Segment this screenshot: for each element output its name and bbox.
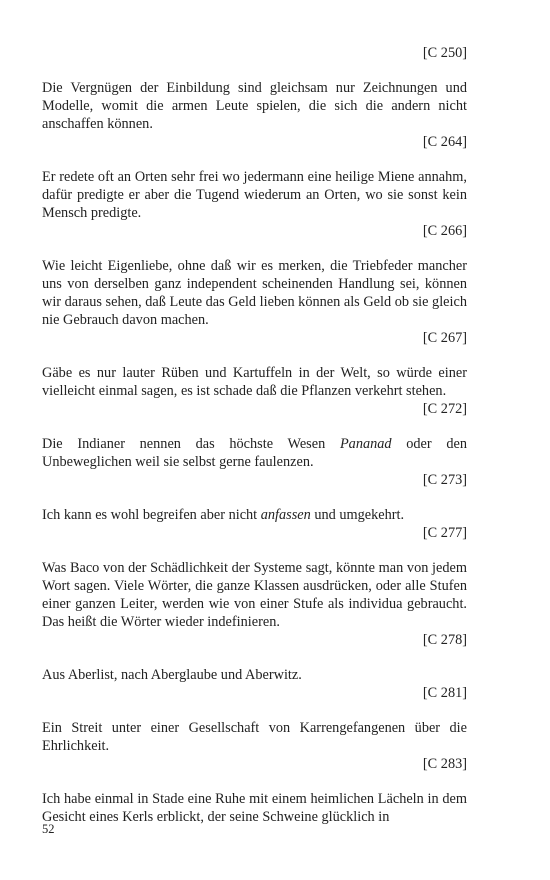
- aphorism-c277-emphasis: anfassen: [260, 507, 311, 523]
- aphorism-c273-text-a: Die Indianer nennen das höchste Wesen: [42, 436, 340, 452]
- aphorism-c264: Die Vergnügen der Einbildung sind gleichsam nur Zeichnungen und Modelle, womit die armen Leute spielen, die sich die andern nicht anschaffen können.: [42, 80, 467, 132]
- reference-c272: [C 272]: [422, 401, 467, 417]
- aphorism-continued: Ich habe einmal in Stade eine Ruhe mit einem heimlichen Lächeln in dem Gesicht eines Kerls erblickt, der seine Schweine glücklich in: [42, 791, 467, 825]
- aphorism-c283: Ein Streit unter einer Gesellschaft von Karrengefangenen über die Ehrlichkeit.: [42, 720, 467, 754]
- aphorism-c266: Er redete oft an Orten sehr frei wo jedermann eine heilige Miene annahm, dafür predigte er aber die Tugend wiederum an Orten, wo sie sonst kein Mensch predigte.: [42, 169, 467, 221]
- reference-c266: [C 266]: [422, 223, 467, 239]
- aphorism-c277-text-a: Ich kann es wohl begreifen aber nicht: [42, 507, 261, 523]
- aphorism-c281: Aus Aberlist, nach Aberglaube und Aberwitz.: [42, 667, 302, 683]
- aphorism-c278: Was Baco von der Schädlichkeit der Systeme sagt, könnte man von jedem Wort sagen. Viele Wörter, die ganze Klassen ausdrücken, oder alle Stufen einer ganzen Leiter, werden wie von einer Stufe als individua gebraucht. Das heißt die Wörter wieder indefinieren.: [42, 560, 467, 630]
- aphorism-c272: Gäbe es nur lauter Rüben und Kartuffeln in der Welt, so würde einer vielleicht einmal sagen, es ist schade daß die Pflanzen verkehrt stehen.: [42, 365, 467, 399]
- reference-c250: [C 250]: [422, 45, 467, 61]
- reference-c281: [C 281]: [422, 685, 467, 701]
- reference-c267: [C 267]: [422, 330, 467, 346]
- aphorism-c273-emphasis: Pananad: [339, 436, 392, 452]
- aphorism-c273: [42, 435, 467, 471]
- reference-c277: [C 277]: [422, 525, 467, 541]
- aphorism-c277-text-b: und umgekehrt.: [310, 507, 405, 523]
- reference-c278: [C 278]: [422, 632, 467, 648]
- page-number: 52: [42, 822, 55, 836]
- aphorism-c277: [42, 506, 467, 524]
- page-body: [42, 44, 467, 826]
- reference-c283: [C 283]: [422, 756, 467, 772]
- aphorism-c267: Wie leicht Eigenliebe, ohne daß wir es merken, die Triebfeder mancher uns von derselben ganz independent scheinenden Handlung sei, können wir daraus sehen, daß Leute das Geld lieben können als Geld ob sie gleich nie Gebrauch davon machen.: [42, 258, 467, 328]
- reference-c264: [C 264]: [422, 134, 467, 150]
- reference-c273: [C 273]: [422, 472, 467, 488]
- aphorism-c273-text-b: oder den Unbeweglichen weil sie selbst gerne faulenzen.: [42, 436, 467, 470]
